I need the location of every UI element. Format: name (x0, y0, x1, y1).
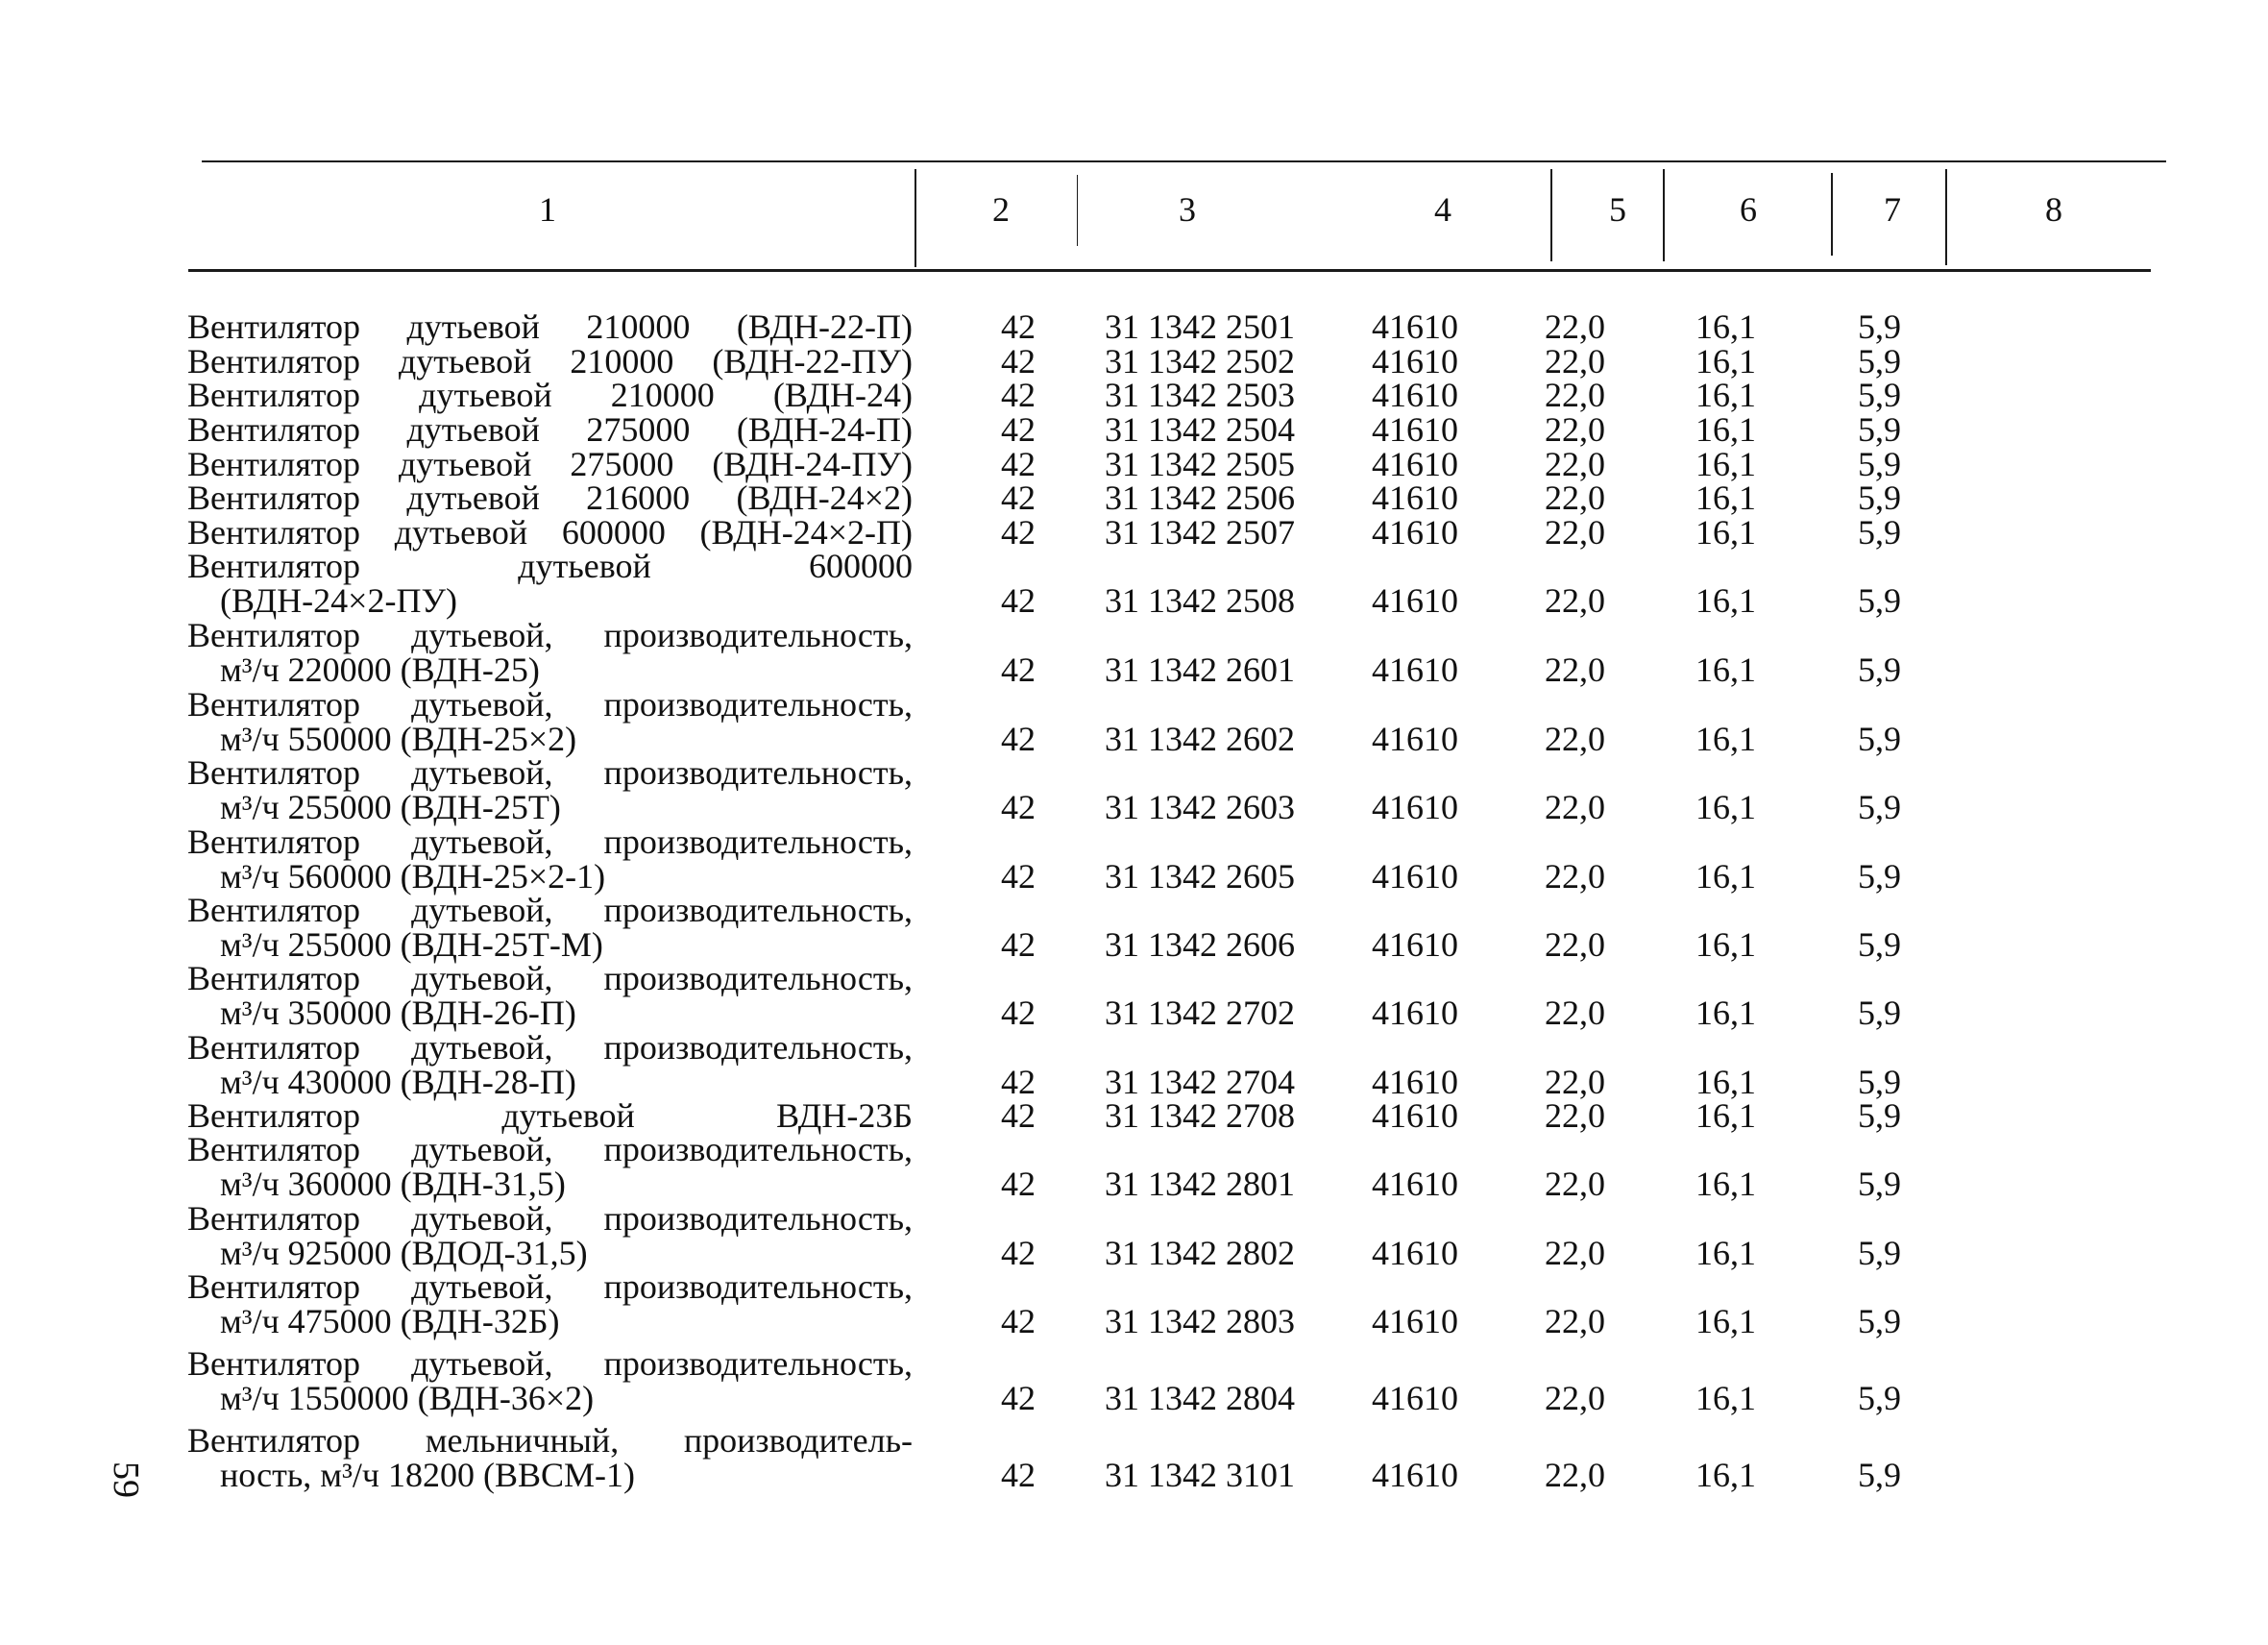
row-cell-c2: 42 (1001, 479, 1036, 517)
row-cell-c3: 31 1342 2704 (1105, 1063, 1295, 1101)
header-col-2: 2 (992, 190, 1010, 229)
row-cell-c6: 16,1 (1695, 1379, 1756, 1417)
row-cell-c3: 31 1342 2708 (1105, 1096, 1295, 1135)
row-cell-c5: 22,0 (1545, 1063, 1605, 1101)
row-cell-c4: 41610 (1372, 994, 1458, 1032)
row-cell-c2: 42 (1001, 857, 1036, 896)
row-name-line: Вентилятор мельничный, производитель- (187, 1421, 913, 1460)
row-cell-c3: 31 1342 2605 (1105, 857, 1295, 896)
row-cell-c4: 41610 (1372, 1063, 1458, 1101)
header-col-5: 5 (1609, 190, 1626, 229)
row-cell-c7: 5,9 (1858, 1165, 1901, 1203)
row-name-line: м³/ч 255000 (ВДН-25Т-М) (220, 925, 603, 964)
row-cell-c2: 42 (1001, 1063, 1036, 1101)
row-cell-c7: 5,9 (1858, 720, 1901, 758)
row-cell-c6: 16,1 (1695, 445, 1756, 483)
row-name-line: м³/ч 925000 (ВДОД-31,5) (220, 1234, 588, 1272)
row-cell-c5: 22,0 (1545, 1302, 1605, 1340)
row-name-line: Вентилятор дутьевой 600000 (187, 547, 913, 585)
row-name-line: Вентилятор дутьевой, производительность, (187, 1199, 913, 1238)
row-cell-c6: 16,1 (1695, 479, 1756, 517)
row-cell-c5: 22,0 (1545, 1456, 1605, 1494)
row-cell-c4: 41610 (1372, 1302, 1458, 1340)
row-cell-c5: 22,0 (1545, 513, 1605, 552)
row-name-line: м³/ч 475000 (ВДН-32Б) (220, 1302, 560, 1340)
row-cell-c7: 5,9 (1858, 925, 1901, 964)
row-name-line: Вентилятор дутьевой, производительность, (187, 1344, 913, 1383)
row-cell-c4: 41610 (1372, 307, 1458, 346)
row-name (187, 309, 913, 344)
row-name (187, 893, 913, 962)
row-name (187, 755, 913, 824)
row-name-line: Вентилятор дутьевой 210000 (ВДН-22-П) (187, 307, 913, 346)
row-cell-c2: 42 (1001, 1302, 1036, 1340)
page-number: 59 (106, 1461, 146, 1498)
row-name-line: м³/ч 560000 (ВДН-25×2-1) (220, 857, 606, 896)
row-cell-c2: 42 (1001, 994, 1036, 1032)
row-name (187, 824, 913, 894)
row-cell-c4: 41610 (1372, 342, 1458, 381)
row-cell-c2: 42 (1001, 342, 1036, 381)
row-cell-c5: 22,0 (1545, 376, 1605, 414)
row-name-line: Вентилятор дутьевой, производительность, (187, 753, 913, 792)
row-name-line: Вентилятор дутьевой, производительность, (187, 1130, 913, 1168)
row-cell-c2: 42 (1001, 651, 1036, 689)
header-col-1: 1 (539, 190, 556, 229)
row-cell-c4: 41610 (1372, 651, 1458, 689)
row-name-line: м³/ч 255000 (ВДН-25Т) (220, 788, 561, 826)
header-col-7: 7 (1884, 190, 1901, 229)
row-name-line: м³/ч 1550000 (ВДН-36×2) (220, 1379, 595, 1417)
row-cell-c3: 31 1342 2702 (1105, 994, 1295, 1032)
row-name-line: Вентилятор дутьевой 275000 (ВДН-24-П) (187, 410, 913, 449)
row-cell-c6: 16,1 (1695, 581, 1756, 620)
row-name (187, 1269, 913, 1338)
row-cell-c3: 31 1342 2606 (1105, 925, 1295, 964)
row-name (187, 378, 913, 412)
row-name-line: ность, м³/ч 18200 (ВВСМ-1) (220, 1456, 635, 1494)
row-cell-c2: 42 (1001, 307, 1036, 346)
row-name (187, 549, 913, 618)
row-cell-c3: 31 1342 2503 (1105, 376, 1295, 414)
row-cell-c4: 41610 (1372, 1096, 1458, 1135)
row-cell-c3: 31 1342 2504 (1105, 410, 1295, 449)
row-cell-c5: 22,0 (1545, 1379, 1605, 1417)
row-name (187, 344, 913, 379)
row-cell-c4: 41610 (1372, 445, 1458, 483)
row-cell-c5: 22,0 (1545, 857, 1605, 896)
row-name (187, 447, 913, 481)
row-cell-c6: 16,1 (1695, 720, 1756, 758)
row-cell-c3: 31 1342 2802 (1105, 1234, 1295, 1272)
row-cell-c5: 22,0 (1545, 479, 1605, 517)
row-cell-c6: 16,1 (1695, 307, 1756, 346)
row-cell-c2: 42 (1001, 1165, 1036, 1203)
row-cell-c2: 42 (1001, 925, 1036, 964)
row-cell-c6: 16,1 (1695, 788, 1756, 826)
row-cell-c7: 5,9 (1858, 342, 1901, 381)
row-cell-c4: 41610 (1372, 1165, 1458, 1203)
row-cell-c7: 5,9 (1858, 307, 1901, 346)
header-col-8: 8 (2045, 190, 2062, 229)
row-cell-c7: 5,9 (1858, 651, 1901, 689)
row-cell-c7: 5,9 (1858, 513, 1901, 552)
row-name-line: (ВДН-24×2-ПУ) (220, 581, 457, 620)
row-cell-c6: 16,1 (1695, 857, 1756, 896)
row-cell-c4: 41610 (1372, 720, 1458, 758)
row-name (187, 515, 913, 550)
row-name-line: Вентилятор дутьевой, производительность, (187, 822, 913, 861)
row-cell-c2: 42 (1001, 376, 1036, 414)
row-cell-c5: 22,0 (1545, 307, 1605, 346)
row-cell-c7: 5,9 (1858, 1456, 1901, 1494)
row-name-line: Вентилятор дутьевой, производительность, (187, 959, 913, 997)
row-name (187, 1346, 913, 1415)
row-name-line: Вентилятор дутьевой 210000 (ВДН-22-ПУ) (187, 342, 913, 381)
row-cell-c7: 5,9 (1858, 1063, 1901, 1101)
row-name (187, 1201, 913, 1270)
row-cell-c5: 22,0 (1545, 925, 1605, 964)
row-cell-c5: 22,0 (1545, 1234, 1605, 1272)
row-cell-c2: 42 (1001, 788, 1036, 826)
row-name-line: м³/ч 220000 (ВДН-25) (220, 651, 540, 689)
row-cell-c2: 42 (1001, 1096, 1036, 1135)
row-cell-c4: 41610 (1372, 410, 1458, 449)
row-cell-c5: 22,0 (1545, 581, 1605, 620)
row-cell-c7: 5,9 (1858, 376, 1901, 414)
row-cell-c6: 16,1 (1695, 1302, 1756, 1340)
row-cell-c2: 42 (1001, 720, 1036, 758)
row-cell-c6: 16,1 (1695, 925, 1756, 964)
row-cell-c3: 31 1342 2803 (1105, 1302, 1295, 1340)
row-cell-c5: 22,0 (1545, 410, 1605, 449)
row-name (187, 687, 913, 756)
header-col-4: 4 (1434, 190, 1451, 229)
row-cell-c3: 31 1342 2602 (1105, 720, 1295, 758)
row-cell-c3: 31 1342 3101 (1105, 1456, 1295, 1494)
row-cell-c3: 31 1342 2501 (1105, 307, 1295, 346)
row-cell-c6: 16,1 (1695, 1456, 1756, 1494)
row-name (187, 1030, 913, 1099)
row-name-line: Вентилятор дутьевой 210000 (ВДН-24) (187, 376, 913, 414)
row-cell-c4: 41610 (1372, 1234, 1458, 1272)
row-cell-c7: 5,9 (1858, 479, 1901, 517)
row-cell-c6: 16,1 (1695, 376, 1756, 414)
row-cell-c5: 22,0 (1545, 445, 1605, 483)
row-name (187, 412, 913, 447)
row-cell-c4: 41610 (1372, 857, 1458, 896)
row-cell-c5: 22,0 (1545, 1165, 1605, 1203)
row-name-line: Вентилятор дутьевой 216000 (ВДН-24×2) (187, 479, 913, 517)
row-cell-c6: 16,1 (1695, 513, 1756, 552)
row-cell-c4: 41610 (1372, 1456, 1458, 1494)
row-cell-c3: 31 1342 2508 (1105, 581, 1295, 620)
row-name (187, 618, 913, 687)
row-cell-c5: 22,0 (1545, 651, 1605, 689)
row-name (187, 1423, 913, 1492)
row-cell-c5: 22,0 (1545, 994, 1605, 1032)
row-cell-c4: 41610 (1372, 788, 1458, 826)
row-cell-c3: 31 1342 2505 (1105, 445, 1295, 483)
row-name-line: Вентилятор дутьевой 600000 (ВДН-24×2-П) (187, 513, 913, 552)
row-cell-c4: 41610 (1372, 376, 1458, 414)
row-cell-c2: 42 (1001, 1379, 1036, 1417)
row-cell-c2: 42 (1001, 581, 1036, 620)
row-cell-c2: 42 (1001, 1456, 1036, 1494)
row-cell-c6: 16,1 (1695, 342, 1756, 381)
row-cell-c3: 31 1342 2804 (1105, 1379, 1295, 1417)
row-cell-c7: 5,9 (1858, 994, 1901, 1032)
row-name-line: Вентилятор дутьевой ВДН-23Б (187, 1096, 913, 1135)
row-cell-c4: 41610 (1372, 479, 1458, 517)
row-cell-c7: 5,9 (1858, 788, 1901, 826)
row-name-line: м³/ч 430000 (ВДН-28-П) (220, 1063, 576, 1101)
row-cell-c5: 22,0 (1545, 342, 1605, 381)
row-name (187, 1132, 913, 1201)
row-cell-c2: 42 (1001, 513, 1036, 552)
row-cell-c7: 5,9 (1858, 1302, 1901, 1340)
row-name-line: Вентилятор дутьевой, производительность, (187, 891, 913, 929)
row-cell-c2: 42 (1001, 445, 1036, 483)
row-cell-c7: 5,9 (1858, 1096, 1901, 1135)
row-cell-c6: 16,1 (1695, 994, 1756, 1032)
row-cell-c4: 41610 (1372, 513, 1458, 552)
row-cell-c7: 5,9 (1858, 410, 1901, 449)
row-cell-c7: 5,9 (1858, 1379, 1901, 1417)
row-cell-c4: 41610 (1372, 1379, 1458, 1417)
row-cell-c7: 5,9 (1858, 581, 1901, 620)
row-name (187, 1098, 913, 1133)
row-cell-c6: 16,1 (1695, 410, 1756, 449)
row-name-line: Вентилятор дутьевой, производительность, (187, 1267, 913, 1306)
row-cell-c2: 42 (1001, 1234, 1036, 1272)
row-name-line: Вентилятор дутьевой 275000 (ВДН-24-ПУ) (187, 445, 913, 483)
row-name-line: м³/ч 350000 (ВДН-26-П) (220, 994, 576, 1032)
row-cell-c6: 16,1 (1695, 651, 1756, 689)
row-cell-c7: 5,9 (1858, 857, 1901, 896)
row-cell-c6: 16,1 (1695, 1063, 1756, 1101)
row-cell-c3: 31 1342 2603 (1105, 788, 1295, 826)
row-name-line: м³/ч 360000 (ВДН-31,5) (220, 1165, 566, 1203)
row-cell-c6: 16,1 (1695, 1096, 1756, 1135)
row-cell-c5: 22,0 (1545, 720, 1605, 758)
row-name (187, 961, 913, 1030)
row-cell-c2: 42 (1001, 410, 1036, 449)
row-cell-c7: 5,9 (1858, 445, 1901, 483)
row-cell-c3: 31 1342 2601 (1105, 651, 1295, 689)
row-cell-c5: 22,0 (1545, 1096, 1605, 1135)
row-name (187, 480, 913, 515)
row-cell-c3: 31 1342 2801 (1105, 1165, 1295, 1203)
row-name-line: Вентилятор дутьевой, производительность, (187, 685, 913, 724)
row-cell-c6: 16,1 (1695, 1234, 1756, 1272)
row-cell-c5: 22,0 (1545, 788, 1605, 826)
header-col-3: 3 (1179, 190, 1196, 229)
row-cell-c6: 16,1 (1695, 1165, 1756, 1203)
row-cell-c3: 31 1342 2506 (1105, 479, 1295, 517)
row-cell-c4: 41610 (1372, 581, 1458, 620)
row-cell-c7: 5,9 (1858, 1234, 1901, 1272)
header-col-6: 6 (1740, 190, 1757, 229)
row-cell-c3: 31 1342 2502 (1105, 342, 1295, 381)
row-name-line: Вентилятор дутьевой, производительность, (187, 616, 913, 654)
row-cell-c3: 31 1342 2507 (1105, 513, 1295, 552)
row-name-line: Вентилятор дутьевой, производительность, (187, 1028, 913, 1067)
row-name-line: м³/ч 550000 (ВДН-25×2) (220, 720, 577, 758)
row-cell-c4: 41610 (1372, 925, 1458, 964)
